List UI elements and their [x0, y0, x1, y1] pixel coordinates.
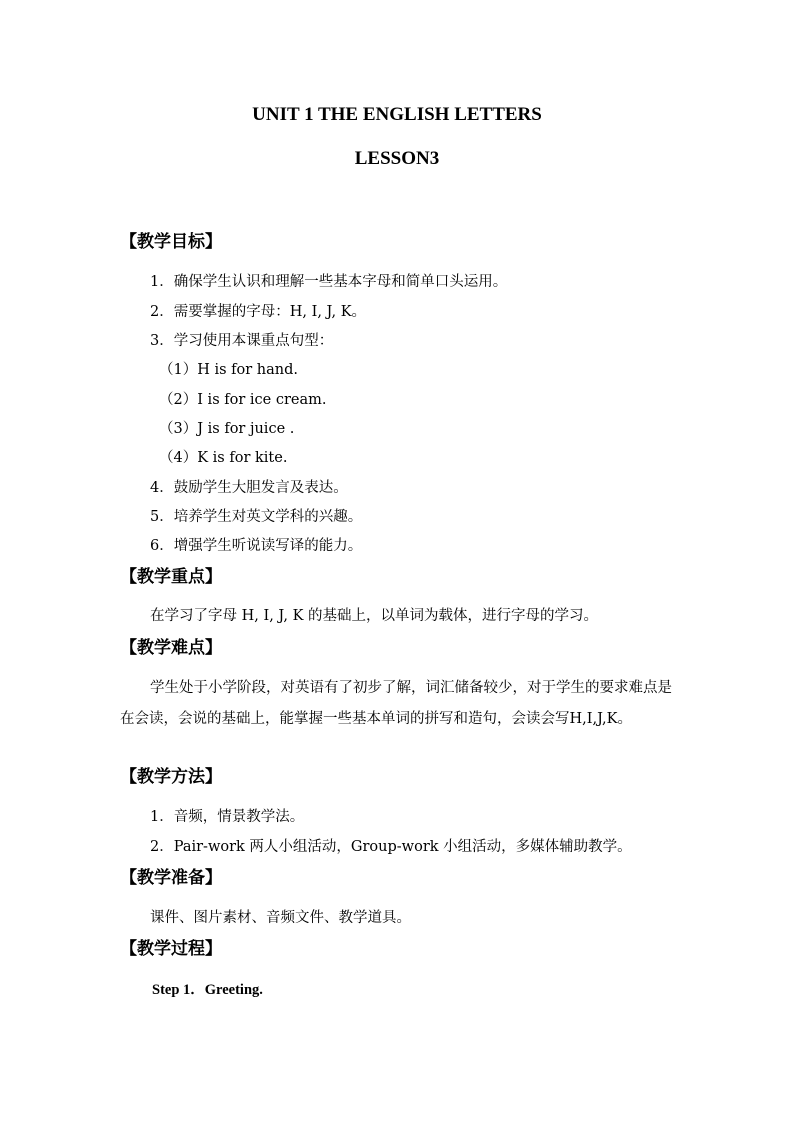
- document-title: UNIT 1 THE ENGLISH LETTERS: [252, 104, 542, 125]
- method-item: 1．音频，情景教学法。: [150, 809, 305, 825]
- difficulties-heading: 【教学难点】: [120, 638, 222, 658]
- step-1-title: Step 1．Greeting.: [152, 982, 263, 998]
- methods-heading: 【教学方法】: [120, 767, 222, 787]
- objective-item: 1．确保学生认识和理解一些基本字母和简单口头运用。: [150, 274, 508, 290]
- method-item: 2．Pair-work 两人小组活动，Group-work 小组活动，多媒体辅助教学。: [150, 839, 632, 855]
- objective-item: 5．培养学生对英文学科的兴趣。: [150, 509, 363, 525]
- objective-item: 3．学习使用本课重点句型：: [150, 333, 334, 349]
- preparation-text: 课件、图片素材、音频文件、教学道具。: [150, 910, 411, 926]
- sentence-pattern-item: （1）H is for hand.: [159, 362, 299, 378]
- lesson-subtitle: LESSON3: [354, 148, 440, 169]
- objective-item: 4．鼓励学生大胆发言及表达。: [150, 480, 348, 496]
- sentence-pattern-item: （3）J is for juice .: [159, 421, 295, 437]
- objective-item: 6．增强学生听说读写译的能力。: [150, 538, 363, 554]
- difficulties-text: 学生处于小学阶段，对英语有了初步了解，词汇储备较少，对于学生的要求难点是在会读，会说的基础上，能掌握一些基本单词的拼写和造句，会读会写H,I,J,K。: [120, 680, 672, 727]
- sentence-pattern-item: （4）K is for kite.: [159, 450, 288, 466]
- key-points-text: 在学习了字母 H, I, J, K 的基础上，以单词为载体，进行字母的学习。: [150, 608, 599, 624]
- key-points-heading: 【教学重点】: [120, 567, 222, 587]
- preparation-heading: 【教学准备】: [120, 868, 222, 888]
- sentence-pattern-item: （2）I is for ice cream.: [159, 392, 327, 408]
- objective-item: 2．需要掌握的字母：H, I, J, K。: [150, 304, 367, 320]
- process-heading: 【教学过程】: [120, 939, 222, 959]
- objectives-heading: 【教学目标】: [120, 232, 222, 252]
